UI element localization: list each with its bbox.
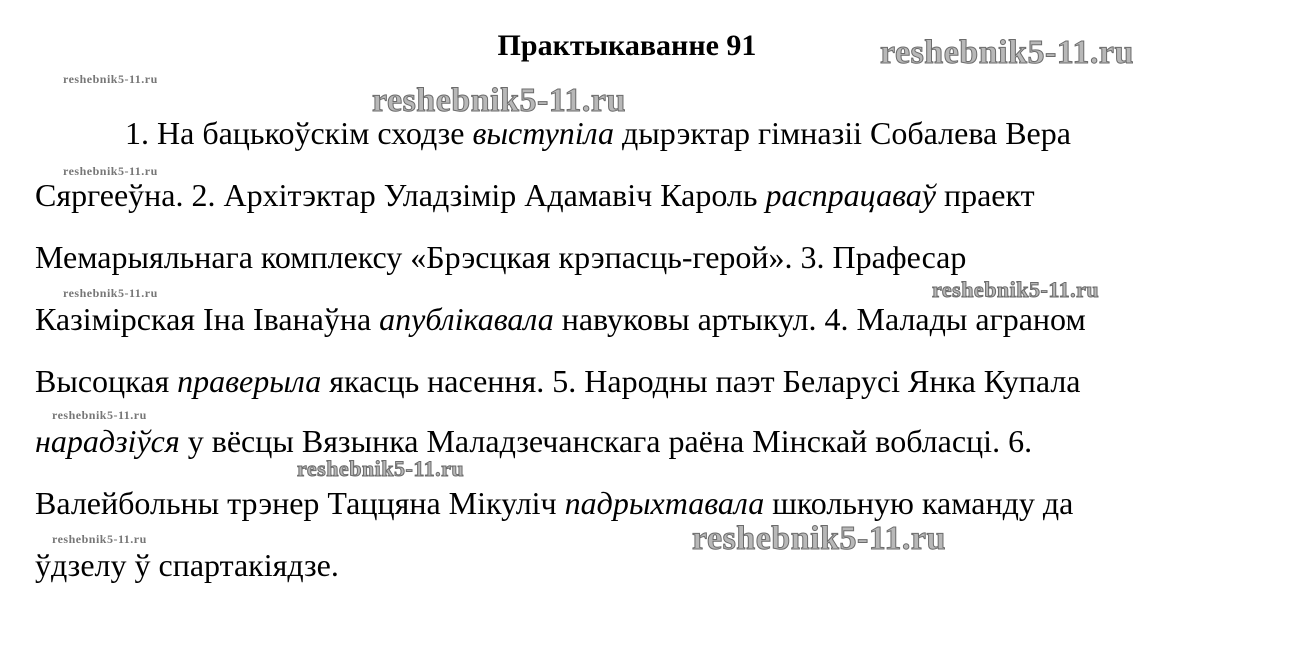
text-segment: школьную каманду да [764, 485, 1074, 521]
text-line [35, 176, 1035, 214]
watermark: reshebnik5-11.ru [63, 72, 158, 86]
text-segment: Мемарыяльнага комплексу «Брэсцкая крэпасць-герой». 3. Прафесар [35, 239, 967, 275]
text-line [125, 114, 1071, 152]
text-segment: Сяргееўна. 2. Архітэктар Уладзімір Адамавіч Кароль [35, 177, 766, 213]
text-segment: Казімірская Іна Іванаўна [35, 301, 380, 337]
text-segment: навуковы артыкул. 4. Малады аграном [553, 301, 1086, 337]
text-segment: якасць насення. 5. Народны паэт Беларусі Янка Купала [321, 363, 1081, 399]
highlighted-verb: выступіла [472, 115, 614, 151]
text-line [35, 422, 1032, 460]
text-segment: праект [935, 177, 1035, 213]
highlighted-verb: праверыла [177, 363, 322, 399]
text-line [35, 546, 339, 584]
watermark: reshebnik5-11.ru [372, 82, 626, 119]
watermark: reshebnik5-11.ru [52, 408, 147, 422]
text-segment: 1. На бацькоўскім сходзе [125, 115, 473, 151]
text-segment: у вёсцы Вязынка Маладзечанскага раёна Мінскай вобласці. 6. [179, 423, 1033, 459]
highlighted-verb: падрыхтавала [564, 485, 765, 521]
watermark: reshebnik5-11.ru [63, 164, 158, 178]
watermark: reshebnik5-11.ru [297, 456, 465, 481]
text-line [35, 362, 1080, 400]
watermark: reshebnik5-11.ru [63, 286, 158, 300]
watermark: reshebnik5-11.ru [52, 532, 147, 546]
text-line [35, 484, 1073, 522]
text-segment: Валейбольны трэнер Таццяна Мікуліч [35, 485, 565, 521]
text-segment: дырэктар гімназіі Собалева Вера [614, 115, 1071, 151]
watermark: reshebnik5-11.ru [880, 34, 1134, 71]
highlighted-verb: нарадзіўся [35, 423, 180, 459]
exercise-title: Практыкаванне 91 [497, 29, 757, 62]
text-segment: Высоцкая [35, 363, 178, 399]
highlighted-verb: апублікавала [379, 301, 554, 337]
text-line [35, 300, 1086, 338]
watermark: reshebnik5-11.ru [932, 277, 1100, 302]
text-segment: ўдзелу ў спартакіядзе. [35, 547, 339, 583]
watermark: reshebnik5-11.ru [692, 520, 946, 557]
text-line [35, 238, 966, 276]
highlighted-verb: распрацаваў [765, 177, 936, 213]
